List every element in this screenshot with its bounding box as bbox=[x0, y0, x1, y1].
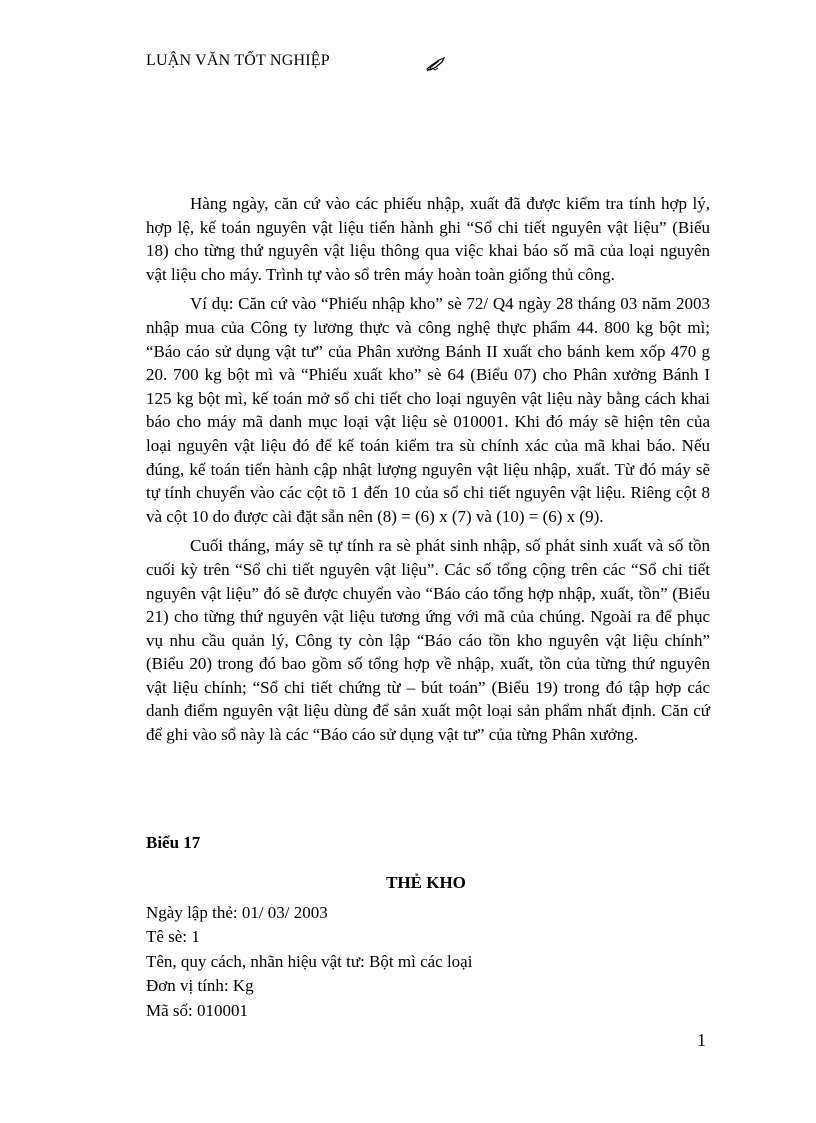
document-header-title: LUẬN VĂN TỐT NGHIỆP bbox=[146, 52, 330, 69]
card-field-unit: Đơn vị tính: Kg bbox=[146, 976, 254, 996]
card-field-number: Tê sè: 1 bbox=[146, 927, 200, 947]
section-label: Biểu 17 bbox=[146, 833, 201, 852]
paragraph: Hàng ngày, căn cứ vào các phiếu nhập, xuất đã được kiểm tra tính hợp lý, hợp lệ, kế toán nguyên vật liệu tiến hành ghi “Sổ chi tiết nguyên vật liệu” (Biểu 18) cho từng thứ nguyên vật liệu thông qua việc khai báo số mã của loại nguyên vật liệu cho máy. Trình tự vào sổ trên máy hoàn toàn giống thủ công. bbox=[146, 194, 710, 284]
paragraph: Ví dụ: Căn cứ vào “Phiếu nhập kho” sè 72/ Q4 ngày 28 tháng 03 năm 2003 nhập mua của Công ty lương thực và công nghệ thực phẩm 44. 800 kg bột mì; “Báo cáo sử dụng vật tư” của Phân xưởng Bánh II xuất cho bánh kem xốp 470 g 20. 700 kg bột mì và “Phiếu xuất kho” sè 64 (Biểu 07) cho Phân xưởng Bánh I 125 kg bột mì, kế toán mở sổ chi tiết cho loại nguyên vật liệu này bằng cách khai báo cho máy mã danh mục loại vật liệu sè 010001. Khi đó máy sẽ hiện tên của loại nguyên vật liệu đó để kế toán kiểm tra sù chính xác của mã khai báo. Nếu đúng, kế toán tiến hành cập nhật lượng nguyên vật liệu nhập, xuất. Từ đó máy sẽ tự tính chuyển vào các cột tõ 1 đến 10 của sổ chi tiết nguyên vật liệu. Riêng cột 8 và cột 10 do được cài đặt sẵn nên (8) = (6) x (7) và (10) = (6) x (9). bbox=[146, 294, 710, 526]
body-text bbox=[146, 192, 710, 753]
card-fields bbox=[146, 901, 706, 1023]
card-field-date: Ngày lập thẻ: 01/ 03/ 2003 bbox=[146, 903, 328, 922]
card-field-code: Mã số: 010001 bbox=[146, 1000, 248, 1020]
quill-pen-icon bbox=[426, 56, 446, 72]
paragraph: Cuối tháng, máy sẽ tự tính ra sè phát sinh nhập, số phát sinh xuất và số tồn cuối kỳ trên “Sổ chi tiết nguyên vật liệu”. Các số tổng cộng trên các “Sổ chi tiết nguyên vật liệu” đó sẽ được chuyển vào “Báo cáo tổng hợp nhập, xuất, tồn” (Biểu 21) cho từng thứ nguyên vật liệu tương ứng với mã của chúng. Ngoài ra để phục vụ nhu cầu quản lý, Công ty còn lập “Báo cáo tồn kho nguyên vật liệu chính” (Biểu 20) trong đó bao gồm số tổng hợp về nhập, xuất, tồn của từng thứ nguyên vật liệu chính; “Sổ chi tiết chứng từ – bút toán” (Biểu 19) trong đó tập hợp các danh điểm nguyên vật liệu dùng để sản xuất một loại sản phẩm nhất định. Căn cứ để ghi vào sổ này là các “Báo cáo sử dụng vật tư” của từng Phân xưởng. bbox=[146, 536, 710, 745]
card-field-material-name: Tên, quy cách, nhãn hiệu vật tư: Bột mì các loại bbox=[146, 951, 473, 971]
page-number: 1 bbox=[697, 1030, 706, 1050]
card-title: THẺ KHO bbox=[386, 873, 466, 892]
